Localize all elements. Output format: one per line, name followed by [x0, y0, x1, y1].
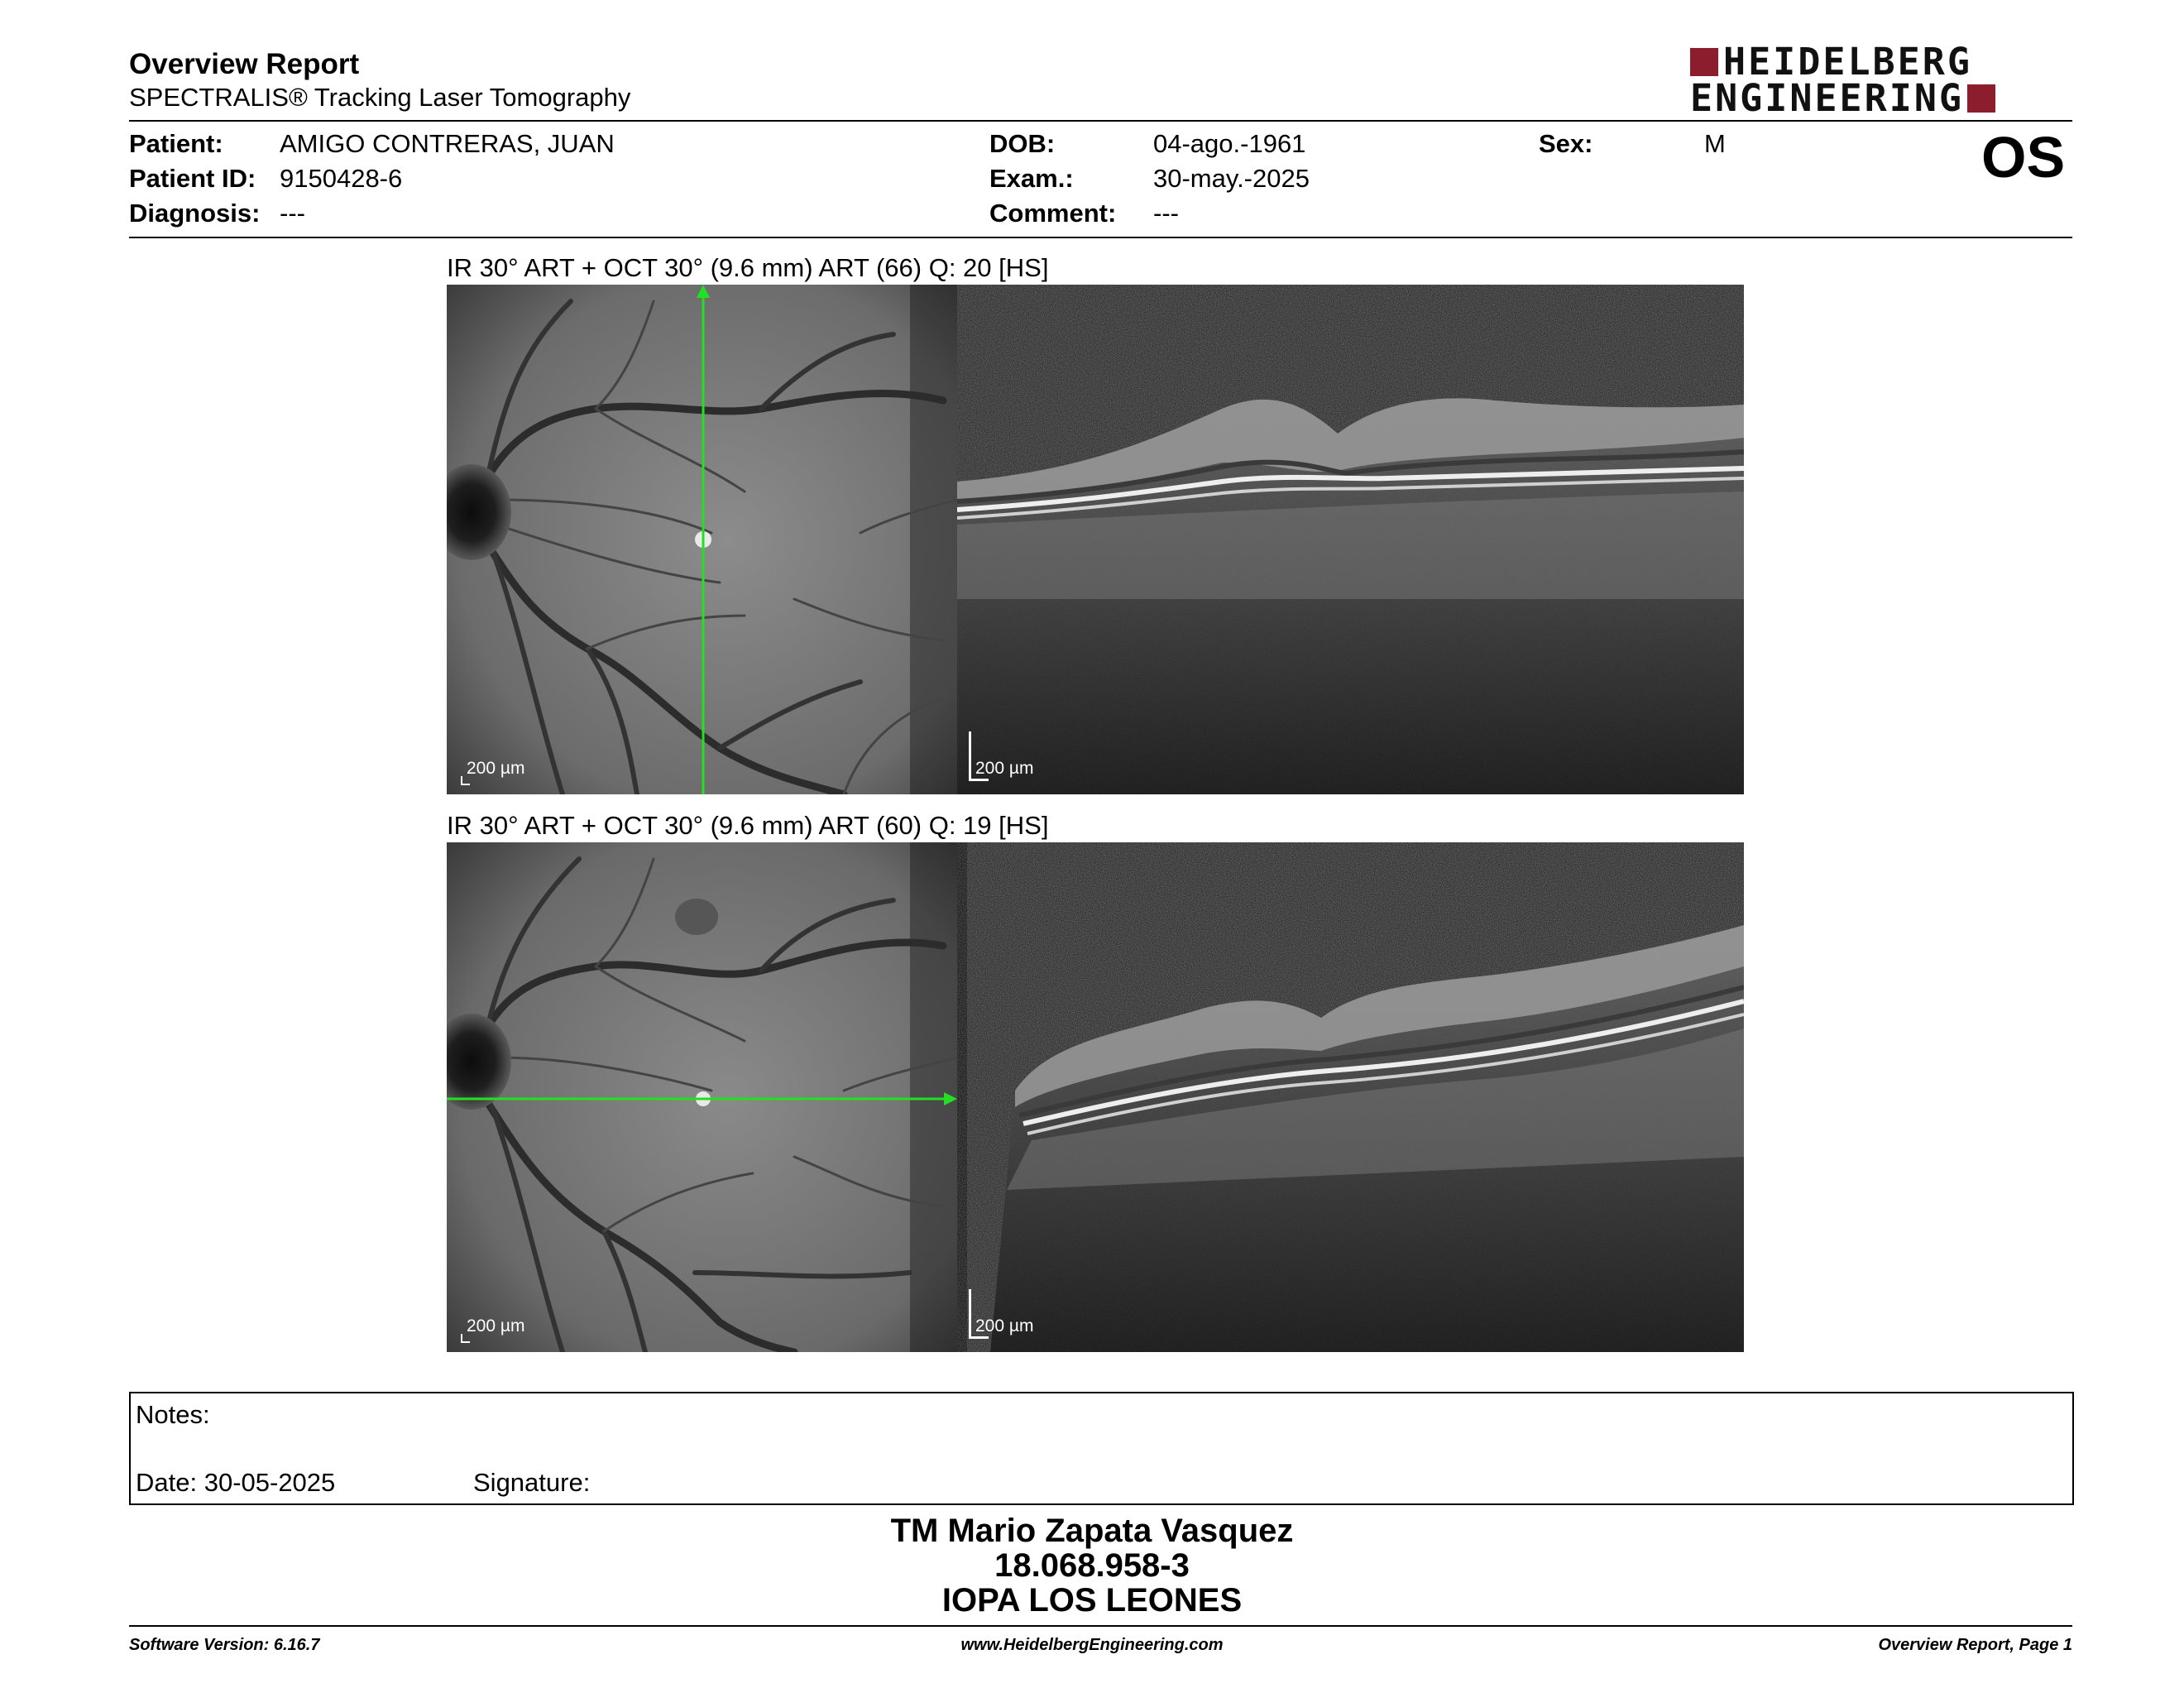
signatory-clinic: IOPA LOS LEONES [941, 1582, 1243, 1618]
logo-square-icon [1967, 84, 1995, 113]
sex-label: Sex: [1539, 129, 1593, 158]
oct-bscan-1 [957, 285, 1744, 794]
website-link[interactable]: www.HeidelbergEngineering.com [960, 1636, 1224, 1654]
fundus-drawing-2 [447, 842, 957, 1352]
fundus-drawing-1 [447, 285, 957, 794]
dob-value: 04-ago.-1961 [1153, 129, 1306, 158]
heidelberg-logo [1690, 40, 2072, 120]
exam-label: Exam.: [989, 164, 1074, 193]
sex-value: M [1704, 129, 1726, 158]
scan-2-title: IR 30° ART + OCT 30° (9.6 mm) ART (60) Q: 19 [HS] [447, 811, 1049, 840]
header-divider [129, 120, 2072, 122]
patient-id-label: Patient ID: [129, 164, 256, 193]
bscan-1-scale-label: 200 µm [975, 759, 1034, 778]
bscan-2-scale-label: 200 µm [975, 1316, 1034, 1336]
notes-box [129, 1392, 2074, 1505]
patient-divider [129, 237, 2072, 238]
logo-row-top [1690, 40, 1972, 84]
bscan-drawing-2 [957, 842, 1744, 1352]
notes-date: Date: 30-05-2025 [136, 1468, 336, 1497]
exam-value: 30-may.-2025 [1153, 164, 1310, 193]
signature-label: Signature: [473, 1468, 591, 1497]
eye-label: OS [1981, 125, 2066, 189]
signatory-id: 18.068.958-3 [994, 1547, 1190, 1584]
logo-row-bottom [1690, 76, 1995, 120]
fundus-2-scale-label: 200 µm [467, 1316, 525, 1336]
signatory-name: TM Mario Zapata Vasquez [890, 1513, 1294, 1549]
bscan-2-scale-bar-vertical [969, 1289, 971, 1339]
comment-value: --- [1153, 199, 1179, 228]
notes-label: Notes: [136, 1400, 210, 1429]
dob-label: DOB: [989, 129, 1056, 158]
scan-1-title: IR 30° ART + OCT 30° (9.6 mm) ART (66) Q: 20 [HS] [447, 253, 1049, 282]
fundus-1-scale-label: 200 µm [467, 759, 525, 778]
diagnosis-value: --- [280, 199, 305, 228]
bscan-drawing-1 [957, 285, 1744, 794]
patient-label: Patient: [129, 129, 223, 158]
bscan-1-scale-bar-vertical [969, 731, 971, 781]
comment-label: Comment: [989, 199, 1117, 228]
logo-line-2: ENGINEERING [1690, 76, 1965, 120]
software-version: Software Version: 6.16.7 [129, 1636, 320, 1654]
patient-id-value: 9150428-6 [280, 164, 403, 193]
bscan-1-scale-bar-horizontal [969, 779, 989, 781]
fundus-image-2 [447, 842, 957, 1352]
report-subtitle: SPECTRALIS® Tracking Laser Tomography [129, 83, 631, 112]
oct-bscan-2 [957, 842, 1744, 1352]
report-title: Overview Report [129, 48, 360, 80]
logo-square-icon [1690, 48, 1718, 76]
patient-value: AMIGO CONTRERAS, JUAN [280, 129, 615, 158]
diagnosis-label: Diagnosis: [129, 199, 261, 228]
fundus-image-1 [447, 285, 957, 794]
bscan-2-scale-bar-horizontal [969, 1336, 989, 1339]
page-number: Overview Report, Page 1 [1878, 1636, 2072, 1654]
footer-divider [129, 1625, 2072, 1627]
logo-line-1: HEIDELBERG [1723, 40, 1972, 84]
